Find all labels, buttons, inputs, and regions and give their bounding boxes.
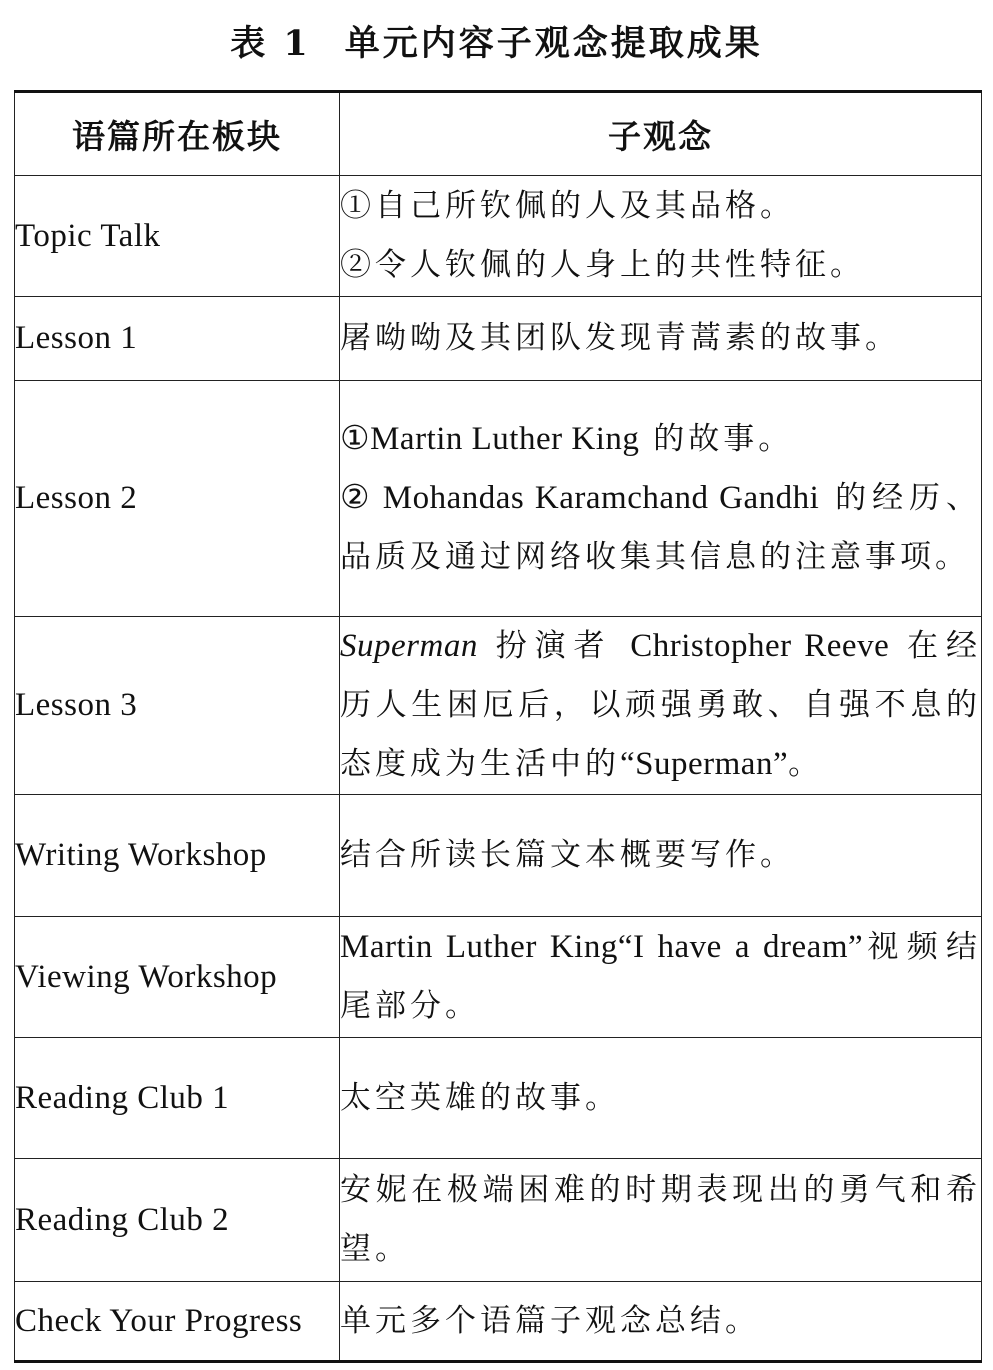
- concept-line: 单元多个语篇子观念总结。: [340, 1302, 760, 1339]
- concept-line: 屠呦呦及其团队发现青蒿素的故事。: [340, 320, 900, 356]
- concept-text: 在经历人生困厄后，以顽强勇敢、自强不息的态度成为生活中的: [340, 628, 981, 782]
- concept-cell: [340, 1038, 982, 1159]
- header-section: 语篇所在板块: [15, 92, 340, 176]
- concept-text: 的故事。: [639, 421, 794, 457]
- header-concept: 子观念: [340, 92, 982, 176]
- table-row: [15, 917, 982, 1038]
- concept-cell: [340, 917, 982, 1038]
- concept-line: [340, 410, 981, 469]
- concept-line: 结合所读长篇文本概要写作。: [340, 837, 795, 873]
- concept-text: 。: [788, 746, 824, 782]
- concept-line: [340, 918, 981, 1036]
- concept-line: [340, 617, 981, 794]
- concept-line: 安妮在极端困难的时期表现出的勇气和希望。: [340, 1172, 981, 1267]
- section-cell: Viewing Workshop: [15, 917, 340, 1038]
- concept-latin-text: Christopher Reeve: [630, 628, 890, 664]
- concept-latin-text: ② Mohandas Karamchand Gandhi: [340, 480, 820, 516]
- concept-cell: [340, 1282, 982, 1362]
- concept-latin-text: ①Martin Luther King: [340, 421, 640, 457]
- table-title: 单元内容子观念提取成果: [344, 23, 763, 64]
- section-cell: Topic Talk: [15, 176, 340, 297]
- section-cell: Reading Club 1: [15, 1038, 340, 1159]
- section-cell: Check Your Progress: [15, 1282, 340, 1362]
- concept-latin-text: “Superman”: [620, 746, 789, 782]
- table-row: [15, 617, 982, 795]
- concept-text: 的经历、品质及通过网络收集其信息的注意事项。: [340, 480, 981, 575]
- concept-line: ②令人钦佩的人身上的共性特征。: [340, 247, 865, 283]
- concept-table: [14, 90, 982, 1363]
- concept-cell: [340, 297, 982, 381]
- table-row: [15, 381, 982, 617]
- concept-cell: [340, 1159, 982, 1282]
- superman-italic: Superman: [340, 628, 478, 664]
- section-cell: Reading Club 2: [15, 1159, 340, 1282]
- concept-cell: [340, 176, 982, 297]
- table-number: 表 1: [230, 23, 311, 64]
- concept-latin-text: Martin Luther King“I have a dream”: [340, 929, 864, 965]
- table-row: [15, 795, 982, 917]
- concept-line: 太空英雄的故事。: [340, 1079, 620, 1116]
- table-caption: [0, 16, 993, 66]
- section-cell: Lesson 2: [15, 381, 340, 617]
- concept-line: ①自己所钦佩的人及其品格。: [340, 188, 795, 224]
- concept-cell: [340, 381, 982, 617]
- concept-cell: [340, 617, 982, 795]
- concept-line: [340, 469, 981, 587]
- concept-cell: [340, 795, 982, 917]
- concept-text: 扮演者: [477, 628, 631, 664]
- header-row: [15, 92, 982, 176]
- section-cell: Writing Workshop: [15, 795, 340, 917]
- section-cell: Lesson 3: [15, 617, 340, 795]
- section-cell: Lesson 1: [15, 297, 340, 381]
- concept-text: 视频结尾部分。: [340, 929, 981, 1024]
- table-row: [15, 1159, 982, 1282]
- table-row: [15, 176, 982, 297]
- table-row: [15, 1282, 982, 1362]
- table-row: [15, 297, 982, 381]
- table-row: [15, 1038, 982, 1159]
